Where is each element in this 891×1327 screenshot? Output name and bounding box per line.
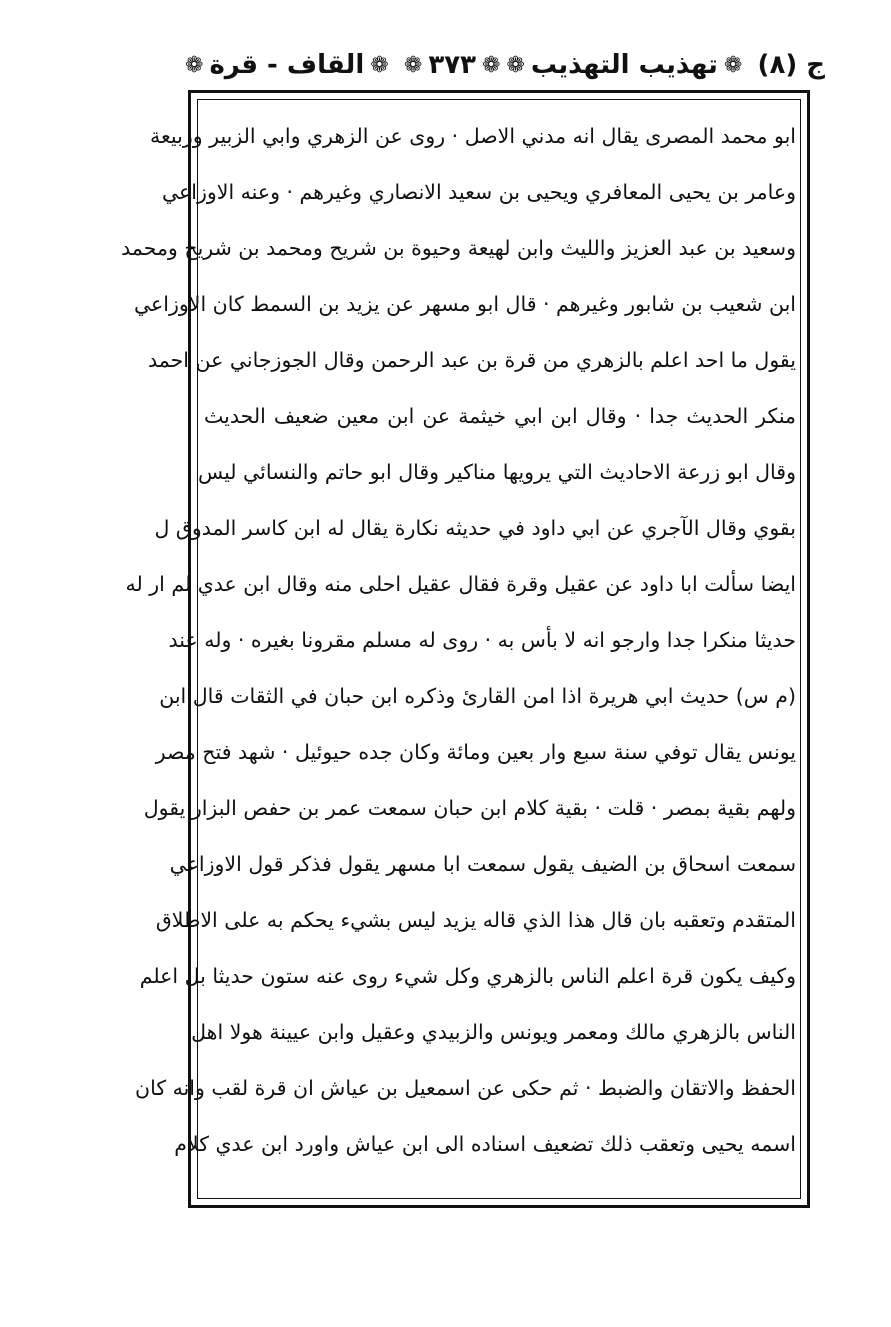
text-line: وقال ابو زرعة الاحاديث التي يرويها مناكير وقال ابو حاتم والنسائي ليس — [197, 460, 796, 484]
text-line: ابو محمد المصرى يقال انه مدني الاصل · روى عن الزهري وابي الزبير وربيعة — [150, 124, 796, 148]
text-line: الناس بالزهري مالك ومعمر ويونس والزبيدي وعقيل وابن عيينة هولا اهل — [191, 1020, 796, 1044]
ornament-icon: ❁ — [403, 52, 423, 78]
page-number: ٣٧٣ — [428, 50, 476, 80]
text-line: اسمه يحيى وتعقب ذلك تضعيف اسناده الى ابن عياش واورد ابن عدي كلام — [174, 1132, 796, 1156]
text-line: وعامر بن يحيى المعافري ويحيى بن سعيد الانصاري وغيرهم · وعنه الاوزاعي — [161, 180, 796, 204]
ornament-icon: ❁ — [506, 52, 525, 78]
text-line: ابن شعيب بن شابور وغيرهم · قال ابو مسهر عن يزيد بن السمط كان الاوزاعي — [133, 292, 796, 316]
ornament-icon: ❁ — [723, 52, 743, 78]
text-line: (م س) حديث ابي هريرة اذا امن القارئ وذكره ابن حبان في الثقات قال ابن — [159, 684, 796, 708]
ornament-icon: ❁ — [185, 52, 204, 78]
header-entry — [185, 50, 389, 80]
text-line: ايضا سألت ابا داود عن عقيل وقرة فقال عقيل احلى منه وقال ابن عدي لم ار له — [125, 572, 796, 596]
text-line: الحفظ والاتقان والضبط · ثم حكى عن اسمعيل بن عياش ان قرة لقب وانه كان — [135, 1076, 796, 1100]
text-line: وكيف يكون قرة اعلم الناس بالزهري وكل شيء روى عنه ستون حديثا بل اعلم — [139, 964, 796, 988]
text-line: منكر الحديث جدا · وقال ابن ابي خيثمة عن ابن معين ضعيف الحديث — [204, 404, 796, 428]
entry-name: القاف - قرة — [209, 50, 365, 80]
text-line: وسعيد بن عبد العزيز والليث وابن لهيعة وحيوة بن شريح ومحمد بن شريح ومحمد — [121, 236, 796, 260]
text-line: المتقدم وتعقبه بان قال هذا الذي قاله يزيد ليس بشيء يحكم به على الاطلاق — [155, 908, 796, 932]
volume-number: ج (٨) — [757, 50, 825, 80]
text-body — [121, 108, 796, 1172]
page-header — [185, 40, 825, 90]
ornament-icon: ❁ — [481, 52, 501, 78]
header-center — [404, 50, 742, 80]
text-line: يونس يقال توفي سنة سبع وار بعين ومائة وكان جده حيوئيل · شهد فتح مصر — [155, 740, 796, 764]
text-line: بقوي وقال الآجري عن ابي داود في حديثه نكارة يقال له ابن كاسر المدوق ل — [154, 516, 796, 540]
ornament-icon: ❁ — [370, 52, 389, 78]
text-line: ولهم بقية بمصر · قلت · بقية كلام ابن حبان سمعت عمر بن حفص البزار يقول — [143, 796, 796, 820]
text-line: حديثا منكرا جدا وارجو انه لا بأس به · روى له مسلم مقرونا بغيره · وله عند — [168, 628, 796, 652]
text-line: سمعت اسحاق بن الضيف يقول سمعت ابا مسهر يقول فذكر قول الاوزاعي — [169, 852, 796, 876]
book-title: تهذيب التهذيب — [530, 50, 718, 80]
text-line: يقول ما احد اعلم بالزهري من قرة بن عبد الرحمن وقال الجوزجاني عن احمد — [147, 348, 796, 372]
